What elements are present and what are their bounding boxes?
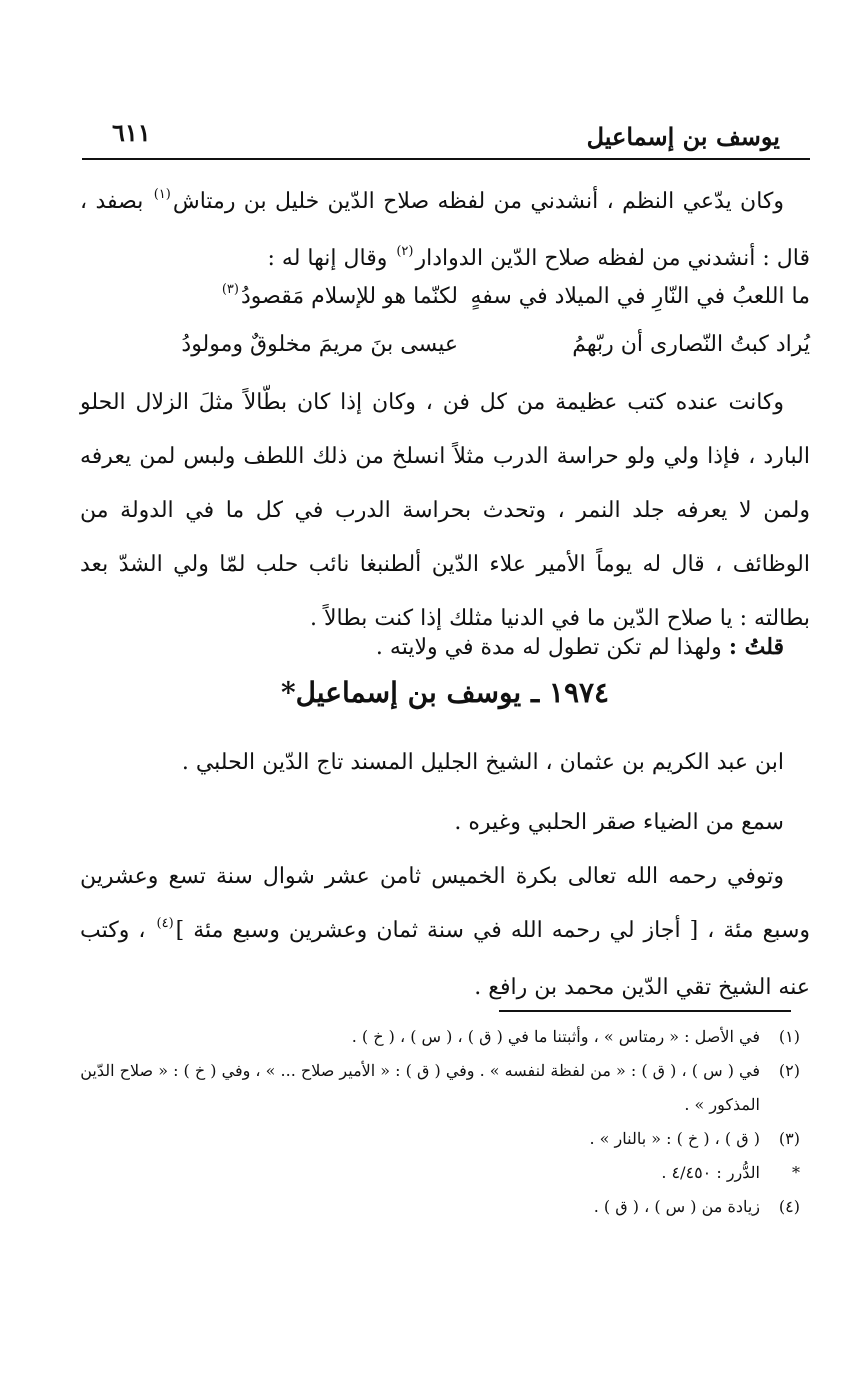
poem-text: لكنّما هو للإسلام مَقصودُ [240,284,458,309]
paragraph-text: وقال إنها له : [267,246,388,271]
paragraph-text: وتوفي رحمه الله تعالى بكرة الخميس ثامن عشر شوال سنة تسع وعشرين وسبع مئة ، [ أجاز لي رحمه الله في سنة ثمان وعشرين وسبع مئة ] [80,864,810,943]
paragraph-text: وكان يدّعي النظم ، أنشدني من لفظه صلاح الدّين خليل بن رمتاش [172,189,785,214]
entry-heading: ١٩٧٤ ـ يوسف بن إسماعيل* [280,676,610,709]
paragraph-text: ، وكتب عنه الشيخ تقي الدّين محمد بن رافع . [80,918,810,1000]
footnote-item [80,1020,810,1054]
footnote-marker: (١) [153,187,171,202]
paragraph-qultu [80,620,810,675]
paragraph-text: بصفد ، قال : أنشدني من لفظه صلاح الدّين الدوادار [80,189,810,271]
footnote-number: (٢) [778,1061,800,1080]
poem-first-hemistich: يُراد كبتُ النّصارى أن ربّهمُ [572,332,810,357]
footnote-item [80,1156,810,1190]
paragraph-lineage: ابن عبد الكريم بن عثمان ، الشيخ الجليل المسند تاج الدّين الحلبي . [181,750,784,775]
footnote-text: في ( س ) ، ( ق ) : « من لفظة لنفسه » . وفي ( ق ) : « الأمير صلاح ... » ، وفي ( خ ) : « صلاح الدّين المذكور » . [80,1061,760,1114]
footnote-item [80,1190,810,1224]
poem-line [100,278,810,326]
footnote-text: في الأصل : « رمتاس » ، وأثبتنا ما في ( ق ) ، ( س ) ، ( خ ) . [351,1027,760,1046]
footnote-item [80,1122,810,1156]
running-title: يوسف بن إسماعيل [586,122,780,151]
footnote-text: ( ق ) ، ( خ ) : « بالنار » . [589,1129,760,1148]
footnote-text: زيادة من ( س ) ، ( ق ) . [593,1197,760,1216]
footnotes [80,1020,810,1224]
footnote-marker: (٤) [156,916,174,931]
poem-second-hemistich: عيسى بنَ مريمَ مخلوقٌ ومولودُ [181,332,458,357]
poem-second-hemistich [220,284,458,309]
poem-line [100,326,810,374]
paragraph-death [80,850,810,1015]
page-number: ٦١١ [112,118,151,147]
poem-first-hemistich: ما اللعبُ في النّارِ في الميلاد في سفهٍ [470,284,810,309]
paragraph-hearing: سمع من الضياء صقر الحلبي وغيره . [454,810,784,835]
footnote-marker: (٣) [221,282,239,297]
footnote-number: (٤) [778,1197,800,1216]
running-header [82,114,810,160]
paragraph-text: ولهذا لم تكن تطول له مدة في ولايته . [375,635,722,660]
footnote-number: (٣) [778,1129,800,1148]
paragraph-biography: وكانت عنده كتب عظيمة من كل فن ، وكان إذا كان بطّالاً مثلَ الزلال الحلو البارد ، فإذا ولي ولو حراسة الدرب مثلاً انسلخ من ذلك اللطف ولبس لمن يعرفه ولمن لا يعرفه جلد النمر ، وتحدث بحراسة الدرب في كل ما في الدولة من الوظائف ، قال له يوماً الأمير علاء الدّين ألطنبغا نائب حلب لمّا ولي الشدّ بعد بطالته : يا صلاح الدّين ما في الدنيا مثلك إذا كنت بطالاً . [80,390,810,631]
footnote-number: * [792,1163,800,1182]
footnote-text: الدُّرر : ٤/٤٥٠ . [661,1163,760,1182]
qultu-lead: قلتُ : [728,634,784,660]
footnote-item [80,1054,810,1122]
footnote-divider [499,1010,791,1012]
footnote-number: (١) [778,1027,800,1046]
paragraph-intro [80,175,810,289]
poem [100,278,810,378]
footnote-marker: (٢) [396,244,414,259]
